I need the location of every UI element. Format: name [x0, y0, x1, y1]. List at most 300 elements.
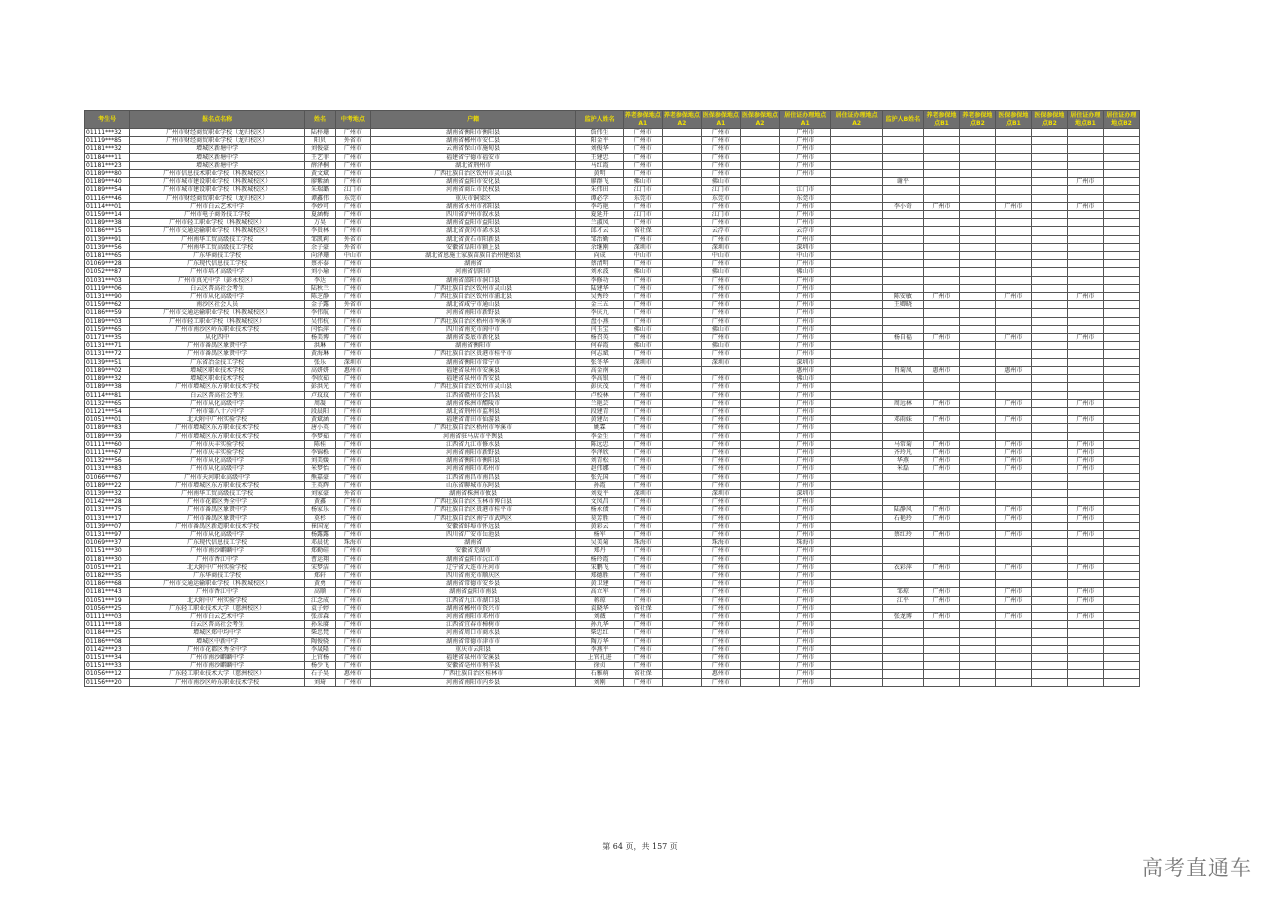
table-cell	[1031, 645, 1067, 653]
table-cell: 01132***65	[85, 399, 130, 407]
table-cell	[923, 629, 959, 637]
table-cell	[1031, 662, 1067, 670]
table-cell: 01189***80	[85, 170, 130, 178]
table-cell	[1031, 448, 1067, 456]
table-row	[85, 530, 1140, 538]
table-cell: 张龙博	[882, 612, 923, 620]
table-cell: 李泽欣	[576, 448, 623, 456]
table-cell: 广州市	[623, 662, 662, 670]
table-cell	[831, 612, 882, 620]
table-cell	[995, 153, 1031, 161]
table-cell: 陶俊骁	[305, 637, 336, 645]
table-cell	[740, 219, 779, 227]
table-cell: 01181***23	[85, 161, 130, 169]
table-cell: 广西壮族自治区钦州市灵山县	[370, 170, 576, 178]
table-cell	[662, 293, 701, 301]
table-cell: 广州市	[335, 407, 370, 415]
table-cell	[662, 416, 701, 424]
table-cell	[882, 670, 923, 678]
table-cell: 广州市从化高级中学	[130, 465, 305, 473]
table-cell: 广州市	[335, 473, 370, 481]
table-cell: 广州市增城区东方职业技术学校	[130, 424, 305, 432]
table-cell	[1031, 440, 1067, 448]
table-cell	[831, 580, 882, 588]
table-cell	[1031, 654, 1067, 662]
table-cell: 湖南省邵阳市洞口县	[370, 276, 576, 284]
table-cell	[882, 325, 923, 333]
table-cell	[959, 145, 995, 153]
table-cell	[1067, 145, 1103, 153]
table-cell: 刘刚	[576, 678, 623, 686]
table-cell: 广州市	[335, 276, 370, 284]
table-cell: 广州市	[780, 678, 831, 686]
table-cell	[740, 284, 779, 292]
table-cell: 湖南省永州市祁阳县	[370, 202, 576, 210]
column-header: 户籍	[370, 111, 576, 129]
table-cell: 白云区普高社会考生	[130, 284, 305, 292]
table-cell: 广州市	[335, 145, 370, 153]
table-row	[85, 481, 1140, 489]
table-cell: 广州市	[623, 432, 662, 440]
table-cell: 01159***65	[85, 325, 130, 333]
table-cell: 李燕平	[576, 645, 623, 653]
table-cell: 杨军	[576, 530, 623, 538]
table-cell	[740, 301, 779, 309]
table-cell	[1031, 399, 1067, 407]
table-cell	[923, 580, 959, 588]
table-cell	[1067, 252, 1103, 260]
table-cell: 广州市	[335, 383, 370, 391]
table-cell: 陆秋兰	[305, 284, 336, 292]
table-cell	[831, 342, 882, 350]
table-row	[85, 473, 1140, 481]
table-cell: 01052***87	[85, 268, 130, 276]
table-cell	[831, 539, 882, 547]
table-cell	[995, 383, 1031, 391]
table-cell: 广州市	[623, 629, 662, 637]
table-cell: 广州市第八十六中学	[130, 407, 305, 415]
table-cell: 01111***03	[85, 612, 130, 620]
table-cell: 广州市	[701, 432, 740, 440]
table-cell	[882, 186, 923, 194]
table-cell	[959, 235, 995, 243]
table-cell	[662, 153, 701, 161]
table-cell: 广州市	[780, 612, 831, 620]
table-cell: 广州市	[335, 317, 370, 325]
table-cell	[831, 186, 882, 194]
table-cell	[740, 498, 779, 506]
table-row	[85, 522, 1140, 530]
table-cell	[740, 153, 779, 161]
table-cell: 广州市	[1067, 465, 1103, 473]
table-cell: 广州南华工贸高级技工学校	[130, 243, 305, 251]
table-cell	[1031, 522, 1067, 530]
table-cell	[923, 301, 959, 309]
table-row	[85, 588, 1140, 596]
table-cell: 广州市财经商贸职业学校（龙归校区）	[130, 137, 305, 145]
table-cell	[1103, 235, 1139, 243]
table-cell: 佛山市	[623, 325, 662, 333]
table-cell	[923, 383, 959, 391]
table-cell: 广州市	[780, 145, 831, 153]
table-cell	[882, 170, 923, 178]
table-cell	[1067, 522, 1103, 530]
table-cell	[1103, 424, 1139, 432]
table-cell: 01189***32	[85, 375, 130, 383]
table-cell	[1067, 629, 1103, 637]
table-cell: 01056***25	[85, 604, 130, 612]
table-cell: 蒋琼	[576, 596, 623, 604]
table-cell: 黄勇	[305, 580, 336, 588]
table-cell: 陆梓珊	[305, 129, 336, 137]
table-cell	[959, 391, 995, 399]
table-cell	[1031, 555, 1067, 563]
column-header: 居住证办理地点A2	[831, 111, 882, 129]
table-cell: 广西壮族自治区梧州市岑溪市	[370, 317, 576, 325]
table-cell: 北大附中广州实验学校	[130, 416, 305, 424]
table-cell: 广西壮族自治区南宁市武鸣区	[370, 514, 576, 522]
table-cell	[662, 129, 701, 137]
table-cell	[831, 284, 882, 292]
table-cell: 广州市	[335, 170, 370, 178]
table-cell	[923, 235, 959, 243]
table-cell: 广州市	[780, 440, 831, 448]
table-cell: 广州市轻工职业学校（科教城校区）	[130, 317, 305, 325]
table-cell	[701, 366, 740, 374]
table-cell: 广州市	[780, 506, 831, 514]
table-cell	[740, 489, 779, 497]
table-cell	[831, 547, 882, 555]
table-cell: 01189***40	[85, 178, 130, 186]
table-cell	[882, 358, 923, 366]
table-cell	[1103, 211, 1139, 219]
table-cell	[662, 621, 701, 629]
table-cell	[882, 260, 923, 268]
table-row	[85, 407, 1140, 415]
table-cell: 李达	[305, 276, 336, 284]
table-cell: 广西壮族自治区贵港市桂平市	[370, 506, 576, 514]
table-cell	[882, 211, 923, 219]
results-table	[84, 110, 1140, 687]
table-cell: 广州市	[335, 268, 370, 276]
table-cell: 文凤昌	[576, 498, 623, 506]
table-cell	[959, 170, 995, 178]
table-cell: 广州市	[335, 129, 370, 137]
table-cell	[1103, 358, 1139, 366]
table-cell: 广州市	[335, 571, 370, 579]
table-cell: 广州市	[780, 654, 831, 662]
table-cell	[923, 145, 959, 153]
table-cell: 广州市	[780, 391, 831, 399]
table-cell	[1067, 383, 1103, 391]
table-cell	[740, 522, 779, 530]
table-cell	[959, 514, 995, 522]
table-cell	[882, 391, 923, 399]
table-cell	[1067, 219, 1103, 227]
table-cell: 广州南华工贸高级技工学校	[130, 489, 305, 497]
table-cell	[1103, 153, 1139, 161]
table-cell	[995, 145, 1031, 153]
table-cell: 广州市	[1067, 334, 1103, 342]
table-row	[85, 293, 1140, 301]
table-cell	[1031, 145, 1067, 153]
table-cell	[923, 473, 959, 481]
table-cell	[1031, 637, 1067, 645]
table-cell: 广州市	[701, 629, 740, 637]
table-cell	[1067, 194, 1103, 202]
table-cell	[740, 252, 779, 260]
table-cell	[662, 260, 701, 268]
table-cell: 朱瑞璐	[305, 186, 336, 194]
table-cell: 广州市	[995, 612, 1031, 620]
table-cell	[740, 178, 779, 186]
table-row	[85, 366, 1140, 374]
table-cell	[882, 235, 923, 243]
table-cell: 高顺	[305, 588, 336, 596]
table-cell	[740, 506, 779, 514]
table-row	[85, 383, 1140, 391]
column-header: 养老参保地点B2	[959, 111, 995, 129]
table-cell	[831, 252, 882, 260]
table-cell: 广州市城市建设职业学校（科教城校区）	[130, 178, 305, 186]
table-cell	[662, 407, 701, 415]
table-cell	[923, 342, 959, 350]
table-cell	[1031, 580, 1067, 588]
table-cell: 陶万华	[576, 637, 623, 645]
table-row	[85, 309, 1140, 317]
table-cell: 01139***32	[85, 489, 130, 497]
table-cell	[1031, 465, 1067, 473]
table-cell: 肖菊凤	[882, 366, 923, 374]
table-cell: 广州市	[701, 571, 740, 579]
table-cell: 广州市	[995, 457, 1031, 465]
table-cell: 金三五	[576, 301, 623, 309]
table-cell	[831, 145, 882, 153]
table-cell: 广州市	[780, 137, 831, 145]
table-cell	[923, 375, 959, 383]
table-cell	[740, 243, 779, 251]
table-cell: 01189***83	[85, 424, 130, 432]
table-cell: 01139***51	[85, 358, 130, 366]
table-cell	[995, 489, 1031, 497]
table-cell: 广州市	[623, 350, 662, 358]
table-cell	[995, 522, 1031, 530]
table-cell	[959, 161, 995, 169]
table-cell	[1103, 399, 1139, 407]
table-cell	[1103, 457, 1139, 465]
table-cell: 广州市	[335, 309, 370, 317]
table-cell: 段晨阳	[305, 407, 336, 415]
table-cell	[1103, 588, 1139, 596]
table-cell	[995, 284, 1031, 292]
table-cell: 广州市	[623, 465, 662, 473]
table-cell: 广州市	[780, 325, 831, 333]
table-cell: 广州市	[335, 678, 370, 686]
table-cell	[831, 129, 882, 137]
table-cell: 湖北省荆州市	[370, 161, 576, 169]
table-cell: 广西壮族自治区贵港市桂平市	[370, 350, 576, 358]
table-cell	[662, 563, 701, 571]
table-cell	[1103, 571, 1139, 579]
table-cell: 广州市	[623, 457, 662, 465]
table-cell	[882, 284, 923, 292]
table-cell	[923, 555, 959, 563]
table-cell: 广州市	[780, 170, 831, 178]
table-cell	[1067, 227, 1103, 235]
table-cell: 杨玲霞	[576, 555, 623, 563]
table-cell: 广州市	[1067, 588, 1103, 596]
table-cell: 广州市	[623, 678, 662, 686]
table-cell: 广州市	[623, 334, 662, 342]
table-cell	[1067, 317, 1103, 325]
table-cell: 马常菊	[882, 440, 923, 448]
table-cell	[1103, 252, 1139, 260]
table-cell	[662, 473, 701, 481]
table-cell: 广州市	[335, 227, 370, 235]
table-cell	[1103, 366, 1139, 374]
table-cell	[662, 235, 701, 243]
table-cell: 夏延开	[576, 211, 623, 219]
table-cell: 广州市	[623, 145, 662, 153]
table-cell	[662, 219, 701, 227]
table-cell: 广州市	[780, 662, 831, 670]
table-cell: 01131***97	[85, 530, 130, 538]
table-cell	[995, 268, 1031, 276]
table-cell: 北大附中广州实验学校	[130, 563, 305, 571]
table-cell	[1103, 604, 1139, 612]
table-cell	[1031, 514, 1067, 522]
table-cell: 广州市	[701, 260, 740, 268]
table-cell	[923, 317, 959, 325]
table-cell: 广州市	[335, 440, 370, 448]
table-cell: 广州市	[780, 448, 831, 456]
table-cell	[1103, 268, 1139, 276]
table-cell: 广州市	[701, 202, 740, 210]
table-cell	[662, 654, 701, 662]
table-cell	[1031, 489, 1067, 497]
table-cell: 江念成	[305, 596, 336, 604]
table-cell: 邓雨妹	[882, 416, 923, 424]
table-cell	[1067, 645, 1103, 653]
table-cell: 广州市	[623, 407, 662, 415]
table-cell: 广州市	[701, 375, 740, 383]
table-cell	[740, 473, 779, 481]
table-cell: 省社保	[623, 227, 662, 235]
table-cell	[740, 621, 779, 629]
table-cell	[1031, 170, 1067, 178]
table-cell: 段建青	[576, 407, 623, 415]
table-cell: 广州市	[780, 530, 831, 538]
table-cell: 广州市	[701, 580, 740, 588]
table-cell	[882, 547, 923, 555]
table-cell: 惠州市	[780, 366, 831, 374]
table-cell: 深圳市	[780, 358, 831, 366]
table-row	[85, 432, 1140, 440]
table-cell	[1067, 153, 1103, 161]
table-cell: 兰艳芸	[576, 399, 623, 407]
table-cell	[662, 211, 701, 219]
table-cell: 衣彩萍	[882, 563, 923, 571]
table-cell: 广州市	[623, 170, 662, 178]
table-cell	[923, 358, 959, 366]
table-cell: 从化四中	[130, 334, 305, 342]
table-cell	[1103, 145, 1139, 153]
table-cell	[740, 227, 779, 235]
table-cell: 湖南省株洲市醴陵市	[370, 399, 576, 407]
table-cell: 白云区普高社会考生	[130, 391, 305, 399]
table-cell: 黄卫建	[576, 580, 623, 588]
table-cell	[1031, 268, 1067, 276]
table-cell: 01181***43	[85, 588, 130, 596]
table-cell: 广州市	[623, 424, 662, 432]
table-cell: 广州市	[623, 129, 662, 137]
table-cell: 广州市	[701, 481, 740, 489]
table-cell: 01139***91	[85, 235, 130, 243]
table-cell	[959, 481, 995, 489]
table-cell: 广州市	[780, 522, 831, 530]
table-cell: 广州市	[995, 530, 1031, 538]
table-cell	[662, 489, 701, 497]
table-cell	[1031, 137, 1067, 145]
table-cell	[1103, 489, 1139, 497]
table-cell	[740, 440, 779, 448]
table-cell: 广州市	[623, 522, 662, 530]
table-cell	[995, 645, 1031, 653]
table-cell: 广州市交通运输职业学校（科教城校区）	[130, 227, 305, 235]
table-cell	[831, 440, 882, 448]
column-header: 中考地点	[335, 111, 370, 129]
table-cell: 广州市	[701, 473, 740, 481]
table-cell	[831, 227, 882, 235]
table-cell: 广州市	[623, 383, 662, 391]
table-cell: 佛山市	[701, 342, 740, 350]
table-cell: 惠州市	[995, 366, 1031, 374]
table-cell	[662, 596, 701, 604]
table-cell	[1067, 342, 1103, 350]
table-cell: 佛山市	[623, 342, 662, 350]
table-cell	[959, 563, 995, 571]
table-cell: 惠州市	[335, 366, 370, 374]
table-cell: 广州市	[623, 473, 662, 481]
table-cell: 米梦怡	[305, 465, 336, 473]
table-cell	[740, 161, 779, 169]
table-cell	[923, 489, 959, 497]
table-cell	[1103, 260, 1139, 268]
table-cell: 广州市	[335, 325, 370, 333]
table-cell	[662, 276, 701, 284]
table-cell: 广州市	[623, 645, 662, 653]
table-cell: 周凝	[305, 399, 336, 407]
table-cell: 广州市	[780, 473, 831, 481]
table-cell: 广州市	[923, 588, 959, 596]
column-header: 监护人B姓名	[882, 111, 923, 129]
table-cell	[1103, 506, 1139, 514]
table-cell: 广州市	[623, 301, 662, 309]
table-cell: 湖南省衡阳市	[370, 342, 576, 350]
table-cell	[831, 498, 882, 506]
table-cell: 广州市	[335, 284, 370, 292]
table-cell: 刘琦	[305, 678, 336, 686]
table-cell: 卢校林	[576, 391, 623, 399]
table-cell: 广州市	[995, 399, 1031, 407]
table-cell: 01181***32	[85, 145, 130, 153]
table-cell	[662, 637, 701, 645]
table-cell	[882, 219, 923, 227]
table-cell	[882, 252, 923, 260]
table-cell	[1031, 317, 1067, 325]
table-cell	[662, 440, 701, 448]
table-cell	[995, 375, 1031, 383]
